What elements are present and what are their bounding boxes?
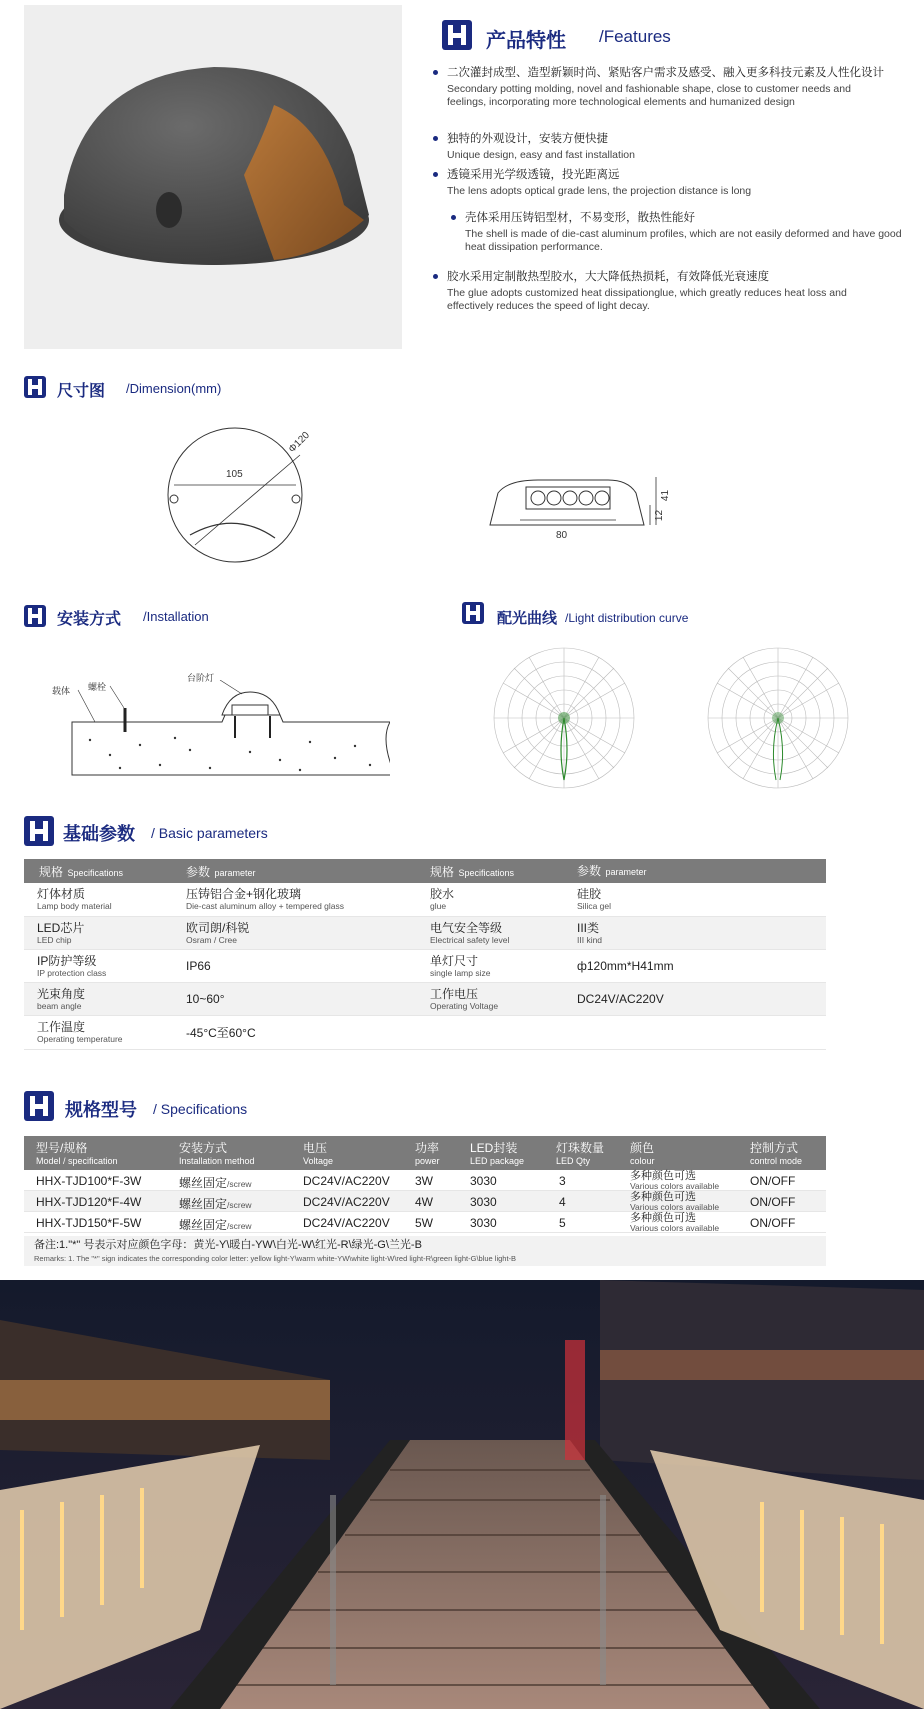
installation-title: 安装方式 [57,611,122,628]
specifications-table [24,1136,826,1233]
basic-title: 基础参数 [63,824,135,844]
dim-105: 105 [226,469,243,480]
bullet-icon [433,70,438,75]
bullet-icon [433,172,438,177]
dim-h1: 12 [654,509,666,522]
table-row: HHX-TJD100*F-3W 螺丝固定/screw DC24V/AC220V 3W 3030 3 多种颜色可选 Various colors available ON/OFF [24,1170,826,1191]
label-bolt: 螺栓 [88,682,107,692]
section-logo-icon [462,602,484,624]
basic-title-en: / Basic parameters [151,825,268,841]
table-row: LED芯片 LED chip 欧司朗/科锐 Osram / Cree 电气安全等级 Electrical safety level III类 III kind [24,917,826,950]
product-photo [24,5,402,349]
dim-h2: 41 [660,489,672,502]
remarks: 备注:1."*" 号表示对应颜色字母：黄光-Y\暖白-YW\白光-W\红光-R\绿光-G\兰光-B Remarks: 1. The "*" sign indicates the corresponding color letter: yellow light-Y\warm white-YW\white light-W\red light-R\green light-G\blue light-B [24,1236,826,1266]
table-row: 光束角度 beam angle 10~60° 工作电压 Operating Voltage DC24V/AC220V [24,983,826,1016]
section-logo-icon [24,605,46,627]
bullet-icon [433,136,438,141]
dim-width: 80 [556,530,568,541]
installation-drawing [50,680,390,780]
feature-item: 壳体采用压铸铝型材，不易变形，散热性能好 The shell is made of die-cast aluminum profiles, which are not easily deformed and have good heat dissipation performance. [465,211,924,254]
section-logo-icon [442,20,472,50]
table-row: 工作温度 Operating temperature -45°C至60°C [24,1016,826,1050]
section-logo-icon [24,1091,54,1121]
table-row: HHX-TJD120*F-4W 螺丝固定/screw DC24V/AC220V 4W 3030 4 多种颜色可选 Various colors available ON/OFF [24,1191,826,1212]
bullet-icon [451,215,456,220]
dimension-title: 尺寸图 [57,383,106,400]
section-logo-icon [24,816,54,846]
label-lamp: 台阶灯 [187,673,215,683]
table-row: IP防护等级 IP protection class IP66 单灯尺寸 single lamp size ф120mm*H41mm [24,950,826,983]
feature-item: 透镜采用光学级透镜，投光距离远 The lens adopts optical grade lens, the projection distance is long [447,168,907,198]
bullet-icon [433,274,438,279]
features-title: 产品特性 [486,30,566,52]
table-header: 规格 Specifications 参数 parameter 规格 Specifications 参数 parameter [24,859,826,883]
features-title-en: /Features [599,27,671,46]
section-logo-icon [24,376,46,398]
label-body: 载体 [52,686,71,696]
table-row: HHX-TJD150*F-5W 螺丝固定/screw DC24V/AC220V 5W 3030 5 多种颜色可选 Various colors available ON/OFF [24,1212,826,1233]
application-scene-photo [0,1280,924,1709]
specs-title-en: / Specifications [153,1101,248,1117]
side-view-drawing [488,475,668,555]
feature-item: 二次灌封成型、造型新颖时尚、紧贴客户需求及感受、融入更多科技元素及人性化设计 Secondary potting molding, novel and fashionable shape, close to customer needs and feelings, incorporating more technological elements and humanized design [447,66,907,109]
feature-item: 胶水采用定制散热型胶水，大大降低热损耗，有效降低光衰速度 The glue adopts customized heat dissipationglue, which greatly reduces heat loss and effectively reduces the speed of light decay. [447,270,907,313]
polar-chart-right [698,640,858,800]
polar-chart-left [484,640,644,800]
table-header: 型号/规格 Model / specification 安装方式 Installation method 电压 Voltage 功率 power LED封装 LED package 灯珠数量 LED Qty 颜色 colour 控制方式 control mode [24,1136,826,1170]
basic-parameters-table [24,859,826,1050]
table-row: 灯体材质 Lamp body material 压铸铝合金+钢化玻璃 Die-cast aluminum alloy + tempered glass 胶水 glue 硅胶 Silica gel [24,883,826,917]
light-curve-title-en: /Light distribution curve [565,611,689,625]
dimension-title-en: /Dimension(mm) [126,381,222,396]
specs-title: 规格型号 [65,1100,137,1120]
feature-item: 独特的外观设计，安装方便快捷 Unique design, easy and fast installation [447,132,907,162]
dim-diameter: Φ120 [286,429,312,456]
installation-title-en: /Installation [143,609,209,624]
light-curve-title: 配光曲线 [497,610,558,627]
